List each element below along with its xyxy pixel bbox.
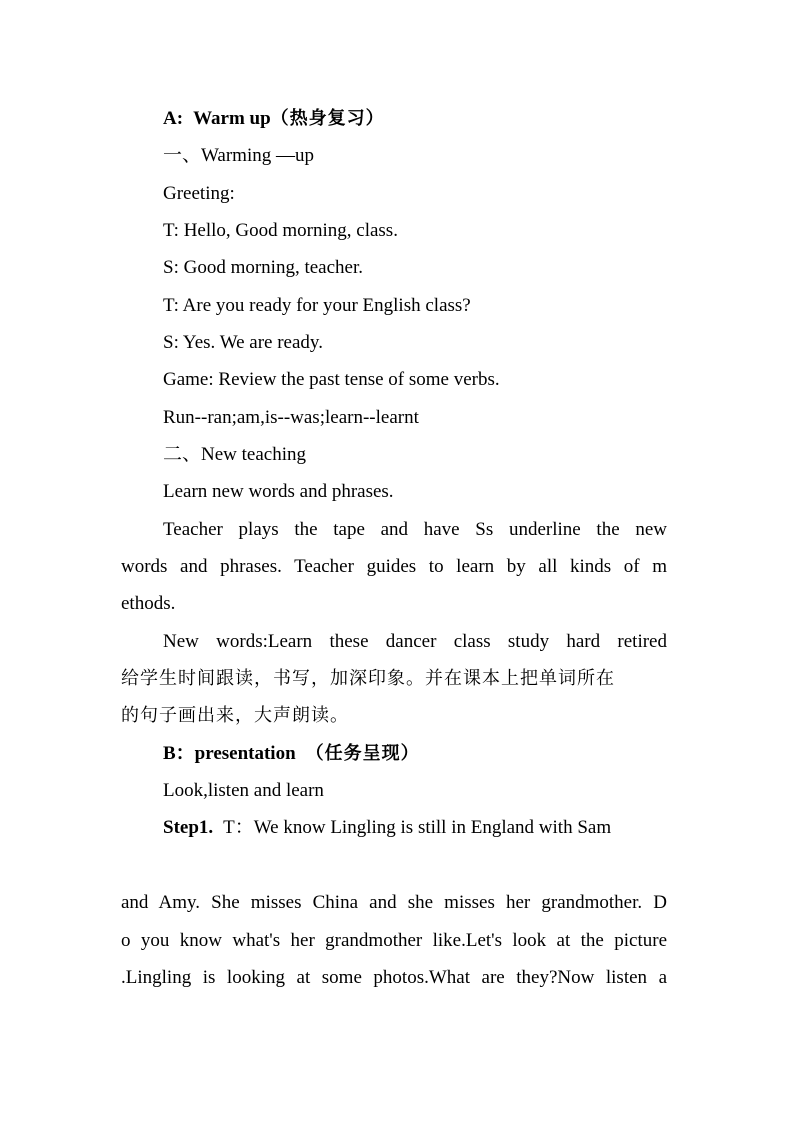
section-new-teaching: 二、New teaching xyxy=(163,444,306,465)
zh-para-line: 给学生时间跟读，书写，加深印象。并在课本上把单词所在 xyxy=(121,668,615,689)
dialogue-line: T: Are you ready for your English class? xyxy=(163,295,471,316)
verbs-line: Run--ran;am,is--was;learn--learnt xyxy=(163,407,419,428)
new-words-line: New words:Learn these dancer class study hard retired xyxy=(163,631,667,652)
heading-warm-up xyxy=(163,107,385,131)
heading-presentation xyxy=(163,742,420,766)
step1-line xyxy=(163,816,611,840)
game-line: Game: Review the past tense of some verbs. xyxy=(163,369,500,390)
heading-b-label: B：presentation xyxy=(163,743,296,764)
step1-cont-line: and Amy. She misses China and she misses her grandmother. D xyxy=(121,892,667,913)
learn-new-line: Learn new words and phrases. xyxy=(163,481,394,502)
dialogue-line: S: Good morning, teacher. xyxy=(163,257,363,278)
step1-cont-line: .Lingling is looking at some photos.What are they?Now listen a xyxy=(121,967,667,988)
step1-cont-line: o you know what's her grandmother like.Let's look at the picture xyxy=(121,930,667,951)
heading-a-label: A: xyxy=(163,108,184,129)
section-warming-up: 一、Warming —up xyxy=(163,145,314,166)
dialogue-line: T: Hello, Good morning, class. xyxy=(163,220,398,241)
teacher-para-line: Teacher plays the tape and have Ss underline the new xyxy=(163,519,667,540)
heading-a-zh: （热身复习） xyxy=(270,108,385,129)
heading-a-title: Warm up xyxy=(193,108,271,129)
step1-text: T：We know Lingling is still in England with Sam xyxy=(223,817,612,838)
teacher-para-line: ethods. xyxy=(121,593,176,614)
greeting-label: Greeting: xyxy=(163,183,235,204)
zh-para-line: 的句子画出来，大声朗读。 xyxy=(121,705,349,726)
step1-label: Step1. xyxy=(163,817,214,838)
heading-b-zh: （任务呈现） xyxy=(305,743,420,764)
look-listen-line: Look,listen and learn xyxy=(163,780,324,801)
teacher-para-line: words and phrases. Teacher guides to learn by all kinds of m xyxy=(121,556,667,577)
dialogue-line: S: Yes. We are ready. xyxy=(163,332,323,353)
